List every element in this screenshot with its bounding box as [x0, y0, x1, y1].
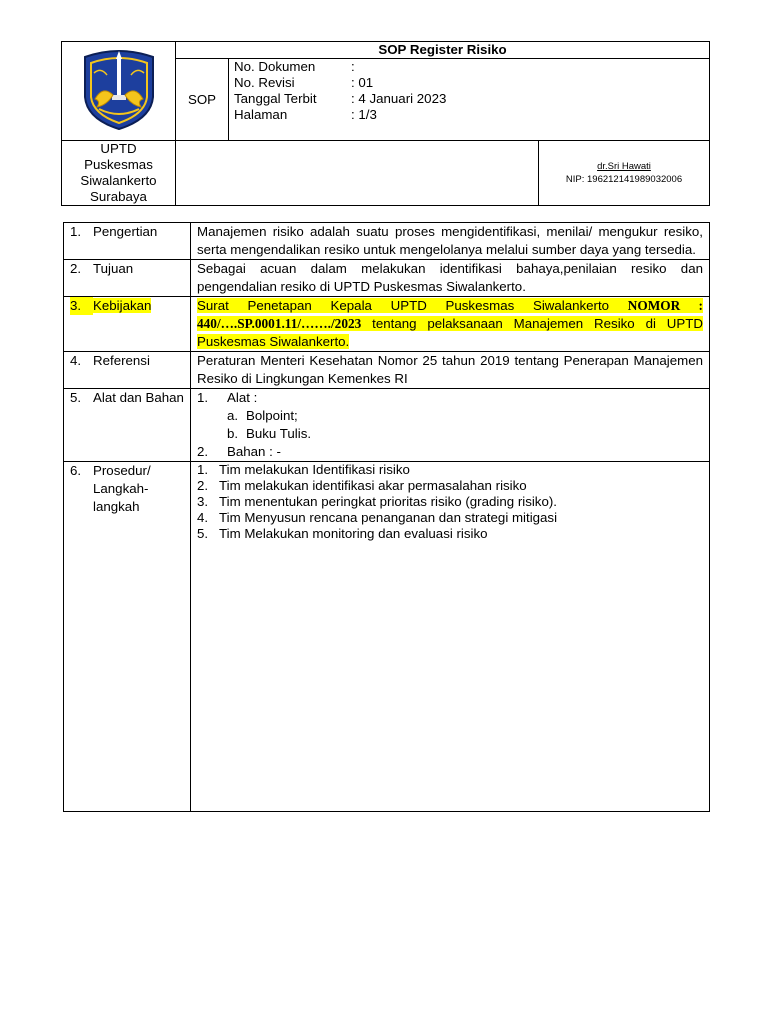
info-row-tanggal-terbit — [229, 91, 709, 107]
info-row-no-revisi — [229, 75, 709, 91]
section-label — [64, 352, 191, 389]
section-row-tujuan — [64, 260, 710, 297]
info-value: : 1/3 — [351, 107, 377, 122]
signer-name: dr.Sri Hawati — [597, 161, 651, 172]
sop-content-table — [63, 222, 710, 812]
blank-cell — [176, 141, 539, 206]
section-label — [64, 223, 191, 260]
list-number: a. — [227, 408, 239, 423]
info-row-halaman — [229, 107, 709, 137]
step-text: Tim menentukan peringkat prioritas risiko (grading risiko). — [219, 494, 557, 509]
section-title: Tujuan — [93, 261, 134, 276]
step-item — [197, 510, 703, 526]
step-text: Tim melakukan identifikasi akar permasalahan risiko — [219, 478, 527, 493]
section-text — [191, 297, 710, 352]
step-text: Tim Melakukan monitoring dan evaluasi risiko — [219, 526, 488, 541]
list-item — [197, 389, 703, 407]
info-key: Tanggal Terbit — [234, 91, 317, 106]
step-item — [197, 526, 703, 542]
section-label — [64, 462, 191, 812]
list-text: Bahan : - — [227, 444, 281, 459]
section-text: Sebagai acuan dalam melakukan identifikasi bahaya,penilaian resiko dan pengendalian resiko di UPTD Puskesmas Siwalankerto. — [191, 260, 710, 297]
info-key: No. Revisi — [234, 75, 295, 90]
signature-block — [539, 141, 710, 206]
list-text: Buku Tulis. — [246, 426, 312, 441]
step-number: 5. — [197, 526, 209, 541]
kebijakan-text-b: tentang pelaksanaan Manajemen Resiko di UPTD Puskesmas Siwalankerto. — [197, 316, 703, 349]
list-item — [197, 425, 703, 443]
section-row-kebijakan — [64, 297, 710, 352]
section-title: Alat dan Bahan — [93, 390, 184, 405]
org-line: Puskesmas — [84, 157, 153, 172]
section-label — [64, 297, 191, 352]
document-title: SOP Register Risiko — [176, 42, 710, 59]
org-line: Surabaya — [90, 189, 147, 204]
section-label — [64, 260, 191, 297]
section-number: 6. — [70, 463, 82, 478]
step-number: 2. — [197, 478, 209, 493]
info-value: : 01 — [351, 75, 374, 90]
document-info-cell — [229, 59, 710, 141]
sop-header-table — [61, 41, 710, 206]
kebijakan-text-a: Surat Penetapan Kepala UPTD Puskesmas Siwalankerto — [197, 298, 628, 313]
organization-name — [62, 141, 176, 206]
surabaya-crest-logo — [79, 47, 159, 131]
list-number: 2. — [197, 444, 209, 459]
step-item — [197, 462, 703, 478]
section-number: 2. — [70, 261, 82, 276]
step-number: 4. — [197, 510, 209, 525]
kebijakan-nomor: NOMOR : 440/….SP.0001.11/……./2023 — [197, 298, 703, 331]
list-number: 1. — [197, 390, 209, 405]
section-title: Pengertian — [93, 224, 158, 239]
section-title: Prosedur/ Langkah-langkah — [93, 463, 151, 514]
section-text: Manajemen risiko adalah suatu proses mengidentifikasi, menilai/ mengukur resiko, serta mengendalikan resiko untuk mengelolanya melalui sumber daya yang tersedia. — [191, 223, 710, 260]
list-number: b. — [227, 426, 239, 441]
section-text: Peraturan Menteri Kesehatan Nomor 25 tahun 2019 tentang Penerapan Manajemen Resiko di Lingkungan Kemenkes RI — [191, 352, 710, 389]
signer-nip: NIP: 196212141989032006 — [565, 174, 683, 185]
step-number: 1. — [197, 462, 209, 477]
section-row-pengertian — [64, 223, 710, 260]
org-line: UPTD — [100, 141, 137, 156]
section-number: 3. — [70, 297, 93, 315]
section-title: Kebijakan — [93, 298, 152, 313]
info-value: : 4 Januari 2023 — [351, 91, 447, 106]
section-title: Referensi — [93, 353, 150, 368]
sop-label: SOP — [176, 59, 229, 141]
section-row-referensi — [64, 352, 710, 389]
step-item — [197, 478, 703, 494]
step-number: 3. — [197, 494, 209, 509]
logo-cell — [62, 42, 176, 141]
org-line: Siwalankerto — [80, 173, 157, 188]
list-item — [197, 443, 703, 461]
step-text: Tim melakukan Identifikasi risiko — [219, 462, 410, 477]
list-text: Bolpoint; — [246, 408, 298, 423]
info-value: : — [351, 59, 355, 74]
section-row-prosedur — [64, 462, 710, 812]
list-text: Alat : — [227, 390, 258, 405]
section-number: 1. — [70, 224, 82, 239]
info-key: No. Dokumen — [234, 59, 316, 74]
info-key: Halaman — [234, 107, 288, 122]
section-row-alat-bahan — [64, 389, 710, 462]
section-number: 4. — [70, 353, 82, 368]
list-item — [197, 407, 703, 425]
info-row-no-dokumen — [229, 59, 709, 75]
section-list — [191, 462, 710, 812]
section-list — [191, 389, 710, 462]
step-text: Tim Menyusun rencana penanganan dan strategi mitigasi — [219, 510, 558, 525]
step-item — [197, 494, 703, 510]
section-label — [64, 389, 191, 462]
section-number: 5. — [70, 390, 82, 405]
